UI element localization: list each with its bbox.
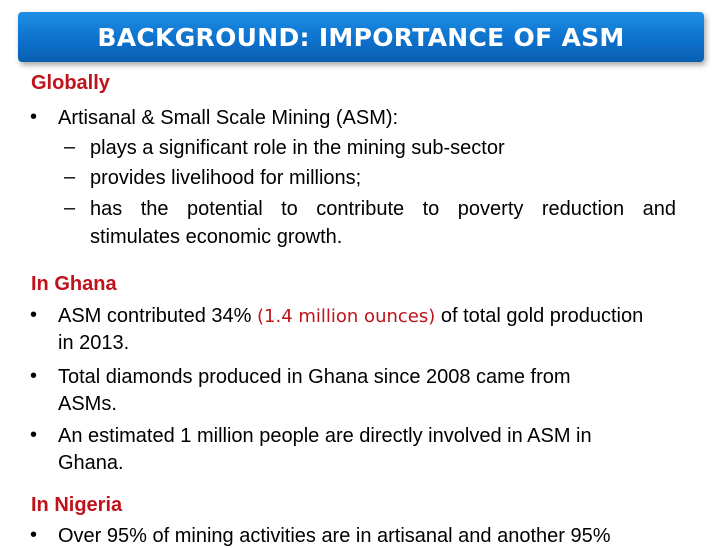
bullet-diamonds-cont: ASMs. — [58, 393, 117, 415]
sub-item-poverty: has the potential to contribute to poverty reduction and — [90, 198, 676, 220]
gold-ounces-highlight: (1.4 million ounces) — [257, 306, 436, 327]
slide-title: BACKGROUND: IMPORTANCE OF ASM — [97, 22, 625, 52]
dash-marker: – — [64, 136, 76, 158]
gold-text-post: of total gold production — [440, 305, 644, 327]
sub-item-role: plays a significant role in the mining sub-sector — [90, 137, 505, 159]
bullet-people-involved-cont: Ghana. — [58, 452, 124, 474]
bullet-marker: • — [30, 106, 38, 128]
gold-text-pre: ASM contributed 34% — [58, 305, 252, 327]
bullet-gold-production-cont: in 2013. — [58, 332, 130, 354]
heading-globally: Globally — [31, 72, 110, 94]
bullet-marker: • — [30, 524, 38, 546]
bullet-marker: • — [30, 365, 38, 387]
title-banner — [18, 12, 704, 62]
sub-item-poverty-cont: stimulates economic growth. — [90, 226, 343, 248]
bullet-asm-definition: Artisanal & Small Scale Mining (ASM): — [58, 107, 399, 129]
dash-marker: – — [64, 166, 76, 188]
heading-nigeria: In Nigeria — [31, 494, 123, 516]
sub-item-livelihood: provides livelihood for millions; — [90, 167, 362, 189]
bullet-diamonds: Total diamonds produced in Ghana since 2008 came from — [58, 366, 571, 388]
bullet-marker: • — [30, 424, 38, 446]
bullet-gold-production — [58, 304, 643, 329]
bullet-marker: • — [30, 304, 38, 326]
bullet-nigeria-mining: Over 95% of mining activities are in artisanal and another 95% — [58, 525, 611, 547]
bullet-people-involved: An estimated 1 million people are directly involved in ASM in — [58, 425, 592, 447]
heading-ghana: In Ghana — [31, 273, 117, 295]
dash-marker: – — [64, 197, 76, 219]
